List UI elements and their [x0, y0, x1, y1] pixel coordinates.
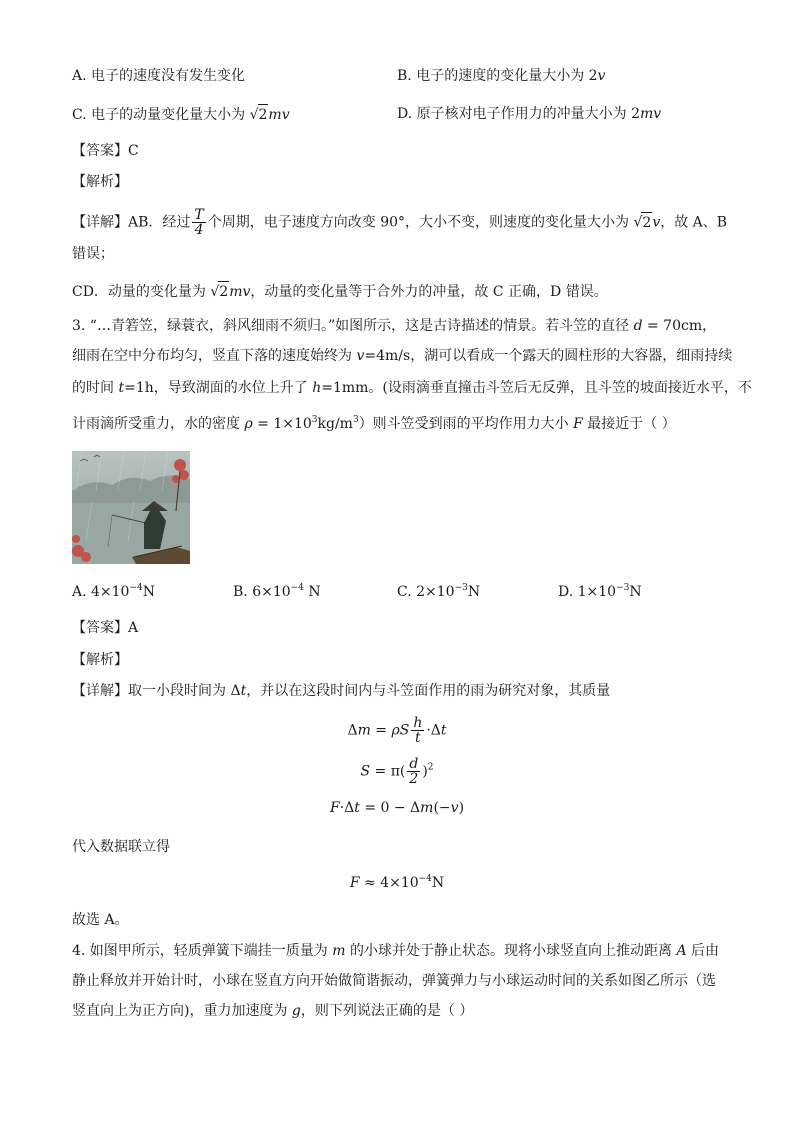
- equation-momentum: F·Δt = 0 − Δm(−v): [329, 800, 465, 816]
- q2-detail-line1: 【详解】AB．经过 $\frac{T}{4}$ 个周期，电子速度方向改变 90°，大小不变，则速度的变化量大小为 √2v，故 A、B: [72, 207, 728, 238]
- q3-option-c: C. $2\times 10^{-3}N$: [397, 583, 481, 600]
- q2-analysis-label: 【解析】: [72, 174, 128, 190]
- q3-stem-line3: 的时间 t=1h，导致湖面的水位上升了 h=1mm。(设雨滴垂直撞击斗笠后无反弹，且斗笠的坡面接近水平，不: [72, 380, 752, 396]
- q3-stem-line4: 计雨滴所受重力，水的密度 $\rho = 1\times 10^3kg/m^3$）则斗笠受到雨的平均作用力大小 F 最接近于（ ）: [72, 415, 676, 432]
- q3-option-a: A. $4\times 10^{-4}N$: [72, 583, 155, 600]
- q3-option-d: D. $1\times 10^{-3}N$: [558, 583, 642, 600]
- q3-analysis-label: 【解析】: [72, 652, 128, 668]
- q3-stem-line1: 3. “…青箬笠，绿蓑衣，斜风细雨不须归。”如图所示，这是古诗描述的情景。若斗笠的直径 d = 70cm，: [72, 318, 717, 334]
- q3-detail-line1: 【详解】取一小段时间为 Δt，并以在这段时间内与斗笠面作用的雨为研究对象，其质量: [72, 683, 611, 699]
- q2-detail-line2: 错误；: [72, 246, 114, 262]
- fisherman-rain-illustration: [72, 451, 190, 564]
- q3-stem-line2: 细雨在空中分布均匀，竖直下落的速度始终为 v=4m/s，湖可以看成一个露天的圆柱形的大容器，细雨持续: [72, 348, 733, 364]
- q3-conclusion: 故选 A。: [72, 912, 129, 928]
- equation-result: $F \approx 4\times 10^{-4}N$: [349, 874, 445, 891]
- q2-detail-line3: CD．动量的变化量为 √2mv，动量的变化量等于合外力的冲量，故 C 正确，D 错误。: [72, 281, 608, 302]
- q3-answer: 【答案】A: [72, 620, 139, 636]
- q2-option-c: C. 电子的动量变化量大小为 √2mv: [72, 104, 290, 125]
- q4-stem-line2: 静止释放并开始计时，小球在竖直方向开始做简谐振动，弹簧弹力与小球运动时间的关系如图乙所示（选: [72, 973, 716, 989]
- equation-area: S = π( $\frac{d}{2}$ )$^2$: [360, 756, 434, 787]
- q4-stem-line1: 4. 如图甲所示，轻质弹簧下端挂一质量为 m 的小球并处于静止状态。现将小球竖直向上推动距离 A 后由: [72, 943, 720, 959]
- q3-option-b: B. $6\times 10^{-4}$ N: [233, 583, 321, 600]
- q2-option-a: A. 电子的速度没有发生变化: [72, 68, 246, 84]
- q3-substitute-text: 代入数据联立得: [72, 839, 170, 855]
- q4-stem-line3: 竖直向上为正方向)，重力加速度为 g，则下列说法正确的是（ ）: [72, 1003, 474, 1019]
- q2-answer: 【答案】C: [72, 143, 139, 159]
- equation-mass: Δm = ρS $\frac{h}{t}$ ·Δt: [347, 715, 447, 746]
- q2-option-b: B. 电子的速度的变化量大小为 2v: [397, 68, 606, 84]
- q2-option-d: D. 原子核对电子作用力的冲量大小为 2mv: [397, 106, 662, 122]
